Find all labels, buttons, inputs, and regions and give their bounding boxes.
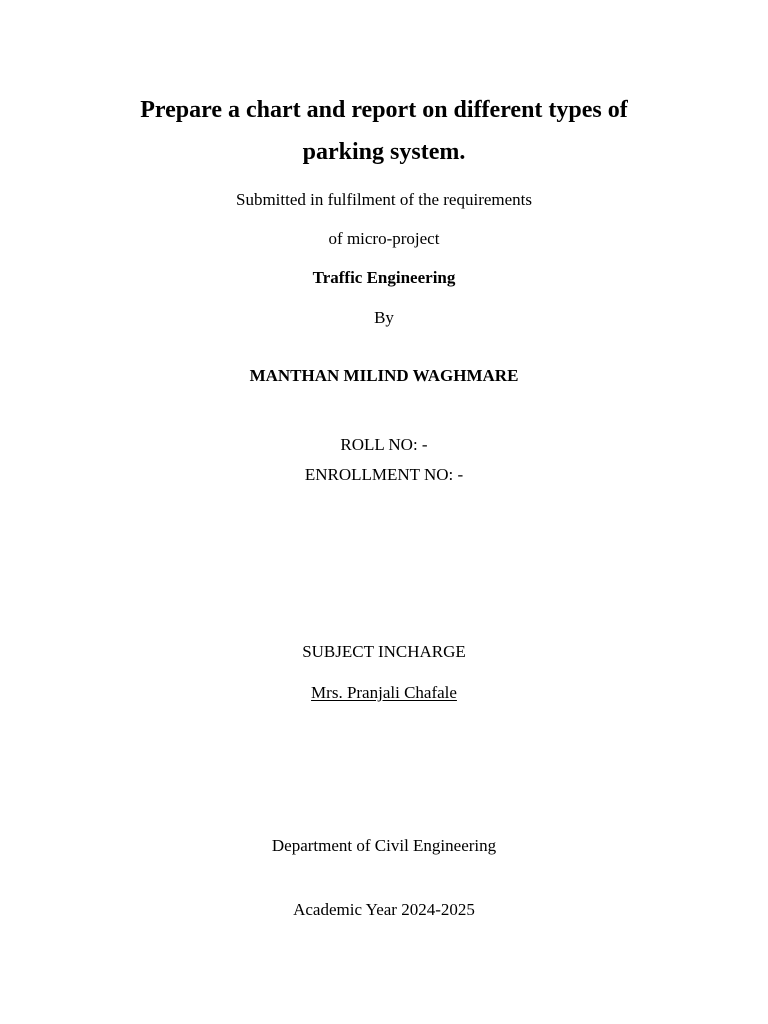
document-title-line-2: parking system. <box>302 139 466 165</box>
subject-incharge-label: SUBJECT INCHARGE <box>302 642 466 661</box>
submission-statement-line-2: of micro-project <box>328 229 440 248</box>
academic-year: Academic Year 2024-2025 <box>293 900 475 919</box>
document-title-line-1: Prepare a chart and report on different types of <box>140 97 628 123</box>
student-name: MANTHAN MILIND WAGHMARE <box>249 366 519 385</box>
subject-incharge-name: Mrs. Pranjali Chafale <box>311 683 457 702</box>
enrollment-number: ENROLLMENT NO: - <box>304 465 464 484</box>
subject-name: Traffic Engineering <box>312 268 456 287</box>
by-label: By <box>374 308 394 327</box>
submission-statement-line-1: Submitted in fulfilment of the requirements <box>235 190 533 209</box>
department-name: Department of Civil Engineering <box>271 836 497 855</box>
roll-number: ROLL NO: - <box>340 435 428 454</box>
